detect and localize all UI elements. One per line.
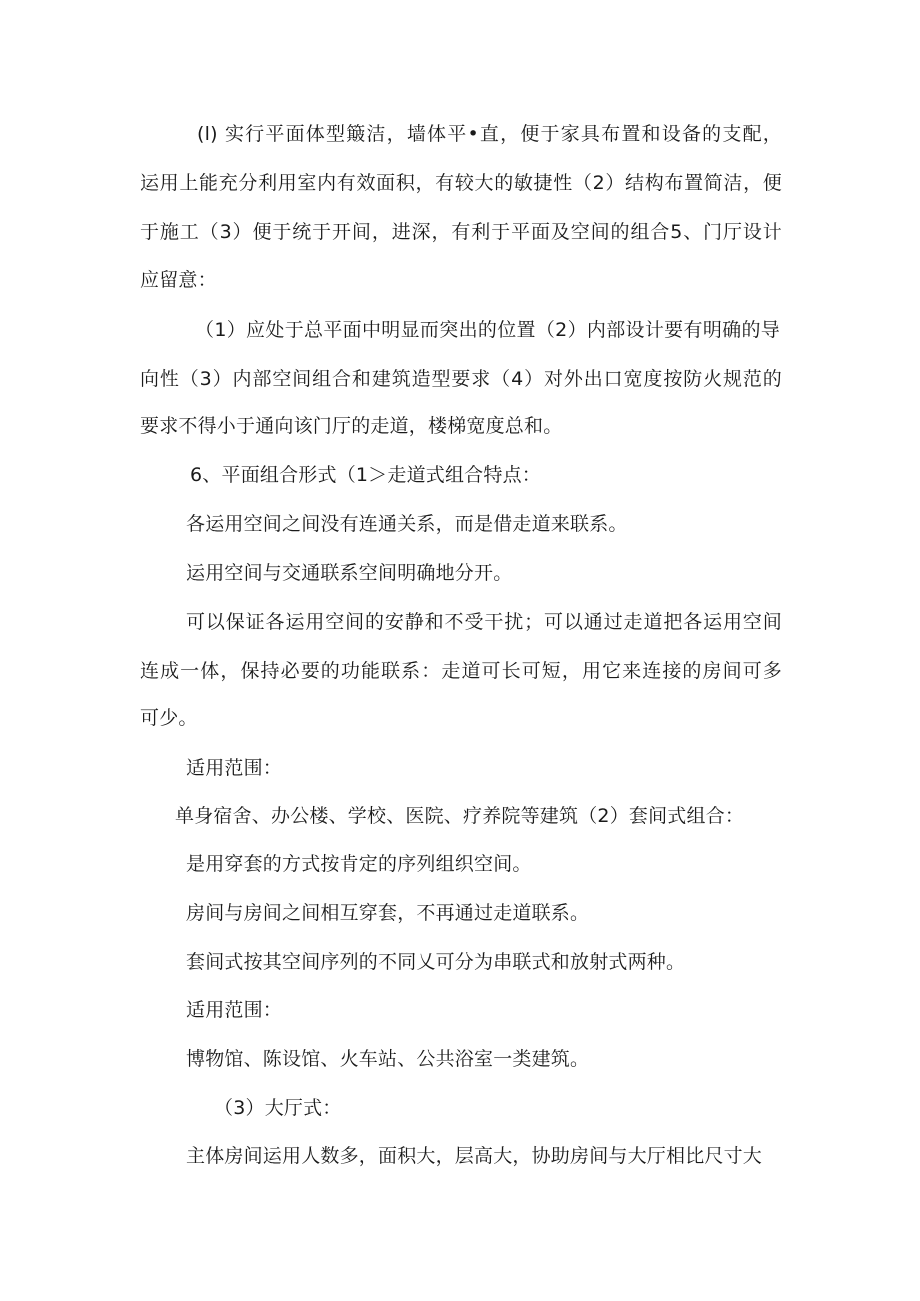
text-line-20: 博物馆、陈设馆、火车站、公共浴室一类建筑。	[186, 1048, 590, 1070]
text-line-15: 单身宿舍、办公楼、学校、医院、疗养院等建筑（2）套间式组合：	[175, 805, 745, 827]
text-line-22: 主体房间运用人数多，面积大，层高大，协助房间与大厅相比尺寸大	[186, 1145, 763, 1167]
text-line-11: 可以保证各运用空间的安静和不受干扰；可以通过走道把各运用空间	[186, 611, 782, 633]
text-line-1: (l) 实行平面体型簸洁，墙体平•直，便于家具布置和设备的支配，	[197, 123, 782, 145]
text-line-2: 运用上能充分利用室内有效面积，有较大的敏捷性（2）结构布置简洁，便	[140, 172, 782, 194]
text-line-7: 要求不得小于通向该门厅的走道，楼梯宽度总和。	[140, 415, 563, 437]
text-line-3: 于施工（3）便于统于开间，进深，有利于平面及空间的组合5、门厅设计	[140, 221, 782, 243]
text-line-12: 连成一体，保持必要的功能联系：走道可长可短，用它来连接的房间可多	[140, 660, 782, 682]
text-line-5: （1）应处于总平面中明显而突出的位置（2）内部设计要有明确的导	[195, 319, 780, 341]
text-line-17: 房间与房间之间相互穿套，不再通过走道联系。	[186, 902, 590, 924]
text-line-9: 各运用空间之间没有连通关系，而是借走道来联系。	[186, 513, 628, 535]
text-line-13: 可少。	[140, 707, 198, 729]
section-heading-hall-type: （3）大厅式：	[214, 1097, 342, 1119]
section-heading-plan-combination: 6、平面组合形式（1＞走道式组合特点：	[190, 464, 541, 486]
text-line-14: 适用范围：	[186, 757, 283, 779]
text-line-18: 套间式按其空间序列的不同乂可分为串联式和放射式两种。	[186, 951, 686, 973]
text-line-10: 运用空间与交通联系空间明确地分开。	[186, 562, 513, 584]
text-line-6: 向性（3）内部空间组合和建筑造型要求（4）对外出口宽度按防火规范的	[140, 368, 782, 390]
text-line-19: 适用范围：	[186, 999, 283, 1021]
text-line-16: 是用穿套的方式按肯定的序列组织空间。	[186, 853, 532, 875]
text-line-4: 应留意：	[140, 269, 217, 291]
